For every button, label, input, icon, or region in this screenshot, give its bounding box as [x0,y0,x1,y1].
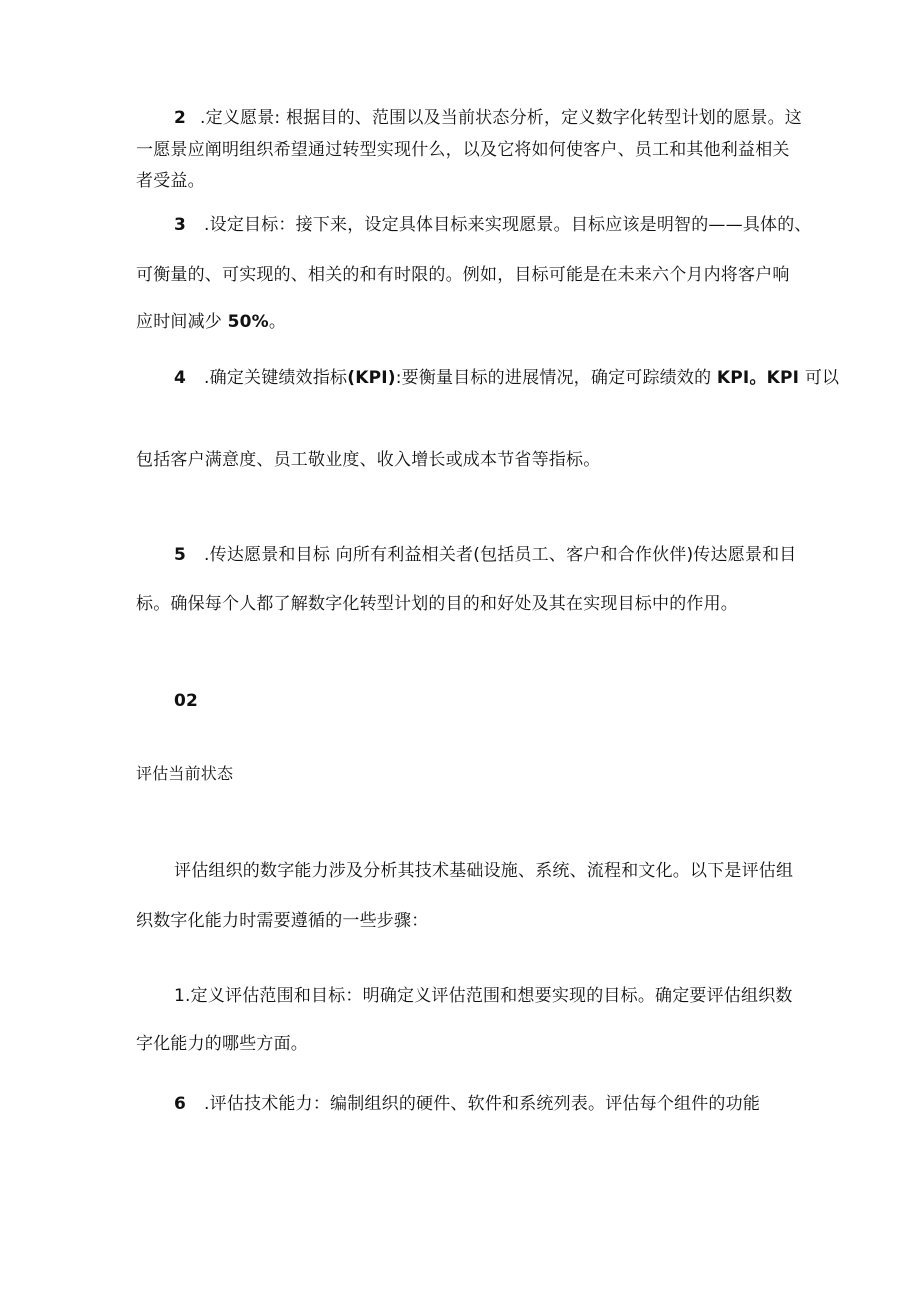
item-3-number: 3 [174,215,187,235]
item-3-text-3a: 应时间减少 [136,312,228,332]
item-3-text-1: .设定目标：接下来，设定具体目标来实现愿景。目标应该是明智的——具体的、 [204,215,812,235]
item-5-number: 5 [174,545,187,565]
section-title: 评估当前状态 [136,764,234,783]
item-3-text-3c: 。 [268,312,287,332]
item-4-kpi-kpi: KPI。KPI [716,368,800,388]
step-1-text-1: .定义评估范围和目标：明确定义评估范围和想要实现的目标。确定要评估组织数 [185,986,793,1006]
step-1-line-1 [174,985,793,1007]
item-3-line-2: 可衡量的、可实现的、相关的和有时限的。例如，目标可能是在未来六个月内将客户响 [136,265,790,285]
item-3-percent: 50% [227,312,269,332]
item-5-text-1: .传达愿景和目标 向所有利益相关者(包括员工、客户和合作伙伴)传达愿景和目 [204,545,797,565]
item-4-text-1e: 可以 [799,368,840,388]
section-number: 02 [174,691,199,711]
item-2-line-3: 者受益。 [136,171,205,191]
step-6-number: 6 [174,1094,187,1114]
item-2-line-2: 一愿景应阐明组织希望通过转型实现什么，以及它将如何使客户、员工和其他利益相关 [136,140,790,160]
item-3-line-1 [174,214,812,236]
item-2-number: 2 [174,108,187,128]
step-6-text-1: .评估技术能力：编制组织的硬件、软件和系统列表。评估每个组件的功能 [204,1094,761,1114]
item-3-line-3 [136,311,286,333]
item-4-text-1c: :要衡量目标的进展情况，确定可踪绩效的 [395,368,717,388]
item-5-line-1 [174,544,797,566]
step-1-number: 1 [174,986,186,1006]
item-4-kpi-paren: (KPI) [347,368,396,388]
intro-line-1: 评估组织的数字能力涉及分析其技术基础设施、系统、流程和文化。以下是评估组 [174,861,794,881]
item-2-line-1 [174,107,802,129]
item-5-line-2: 标。确保每个人都了解数字化转型计划的目的和好处及其在实现目标中的作用。 [136,594,738,614]
item-4-text-1a: .确定关键绩效指标 [204,368,348,388]
item-2-text-1: .定义愿景: 根据目的、范围以及当前状态分析，定义数字化转型计划的愿景。这 [200,108,802,128]
item-4-number: 4 [174,368,187,388]
item-4-line-1 [174,367,839,389]
item-4-line-2: 包括客户满意度、员工敬业度、收入增长或成本节省等指标。 [136,450,601,470]
intro-line-2: 织数字化能力时需要遵循的一些步骤： [136,911,429,931]
step-1-line-2: 字化能力的哪些方面。 [136,1034,308,1054]
step-6-line-1 [174,1093,760,1115]
